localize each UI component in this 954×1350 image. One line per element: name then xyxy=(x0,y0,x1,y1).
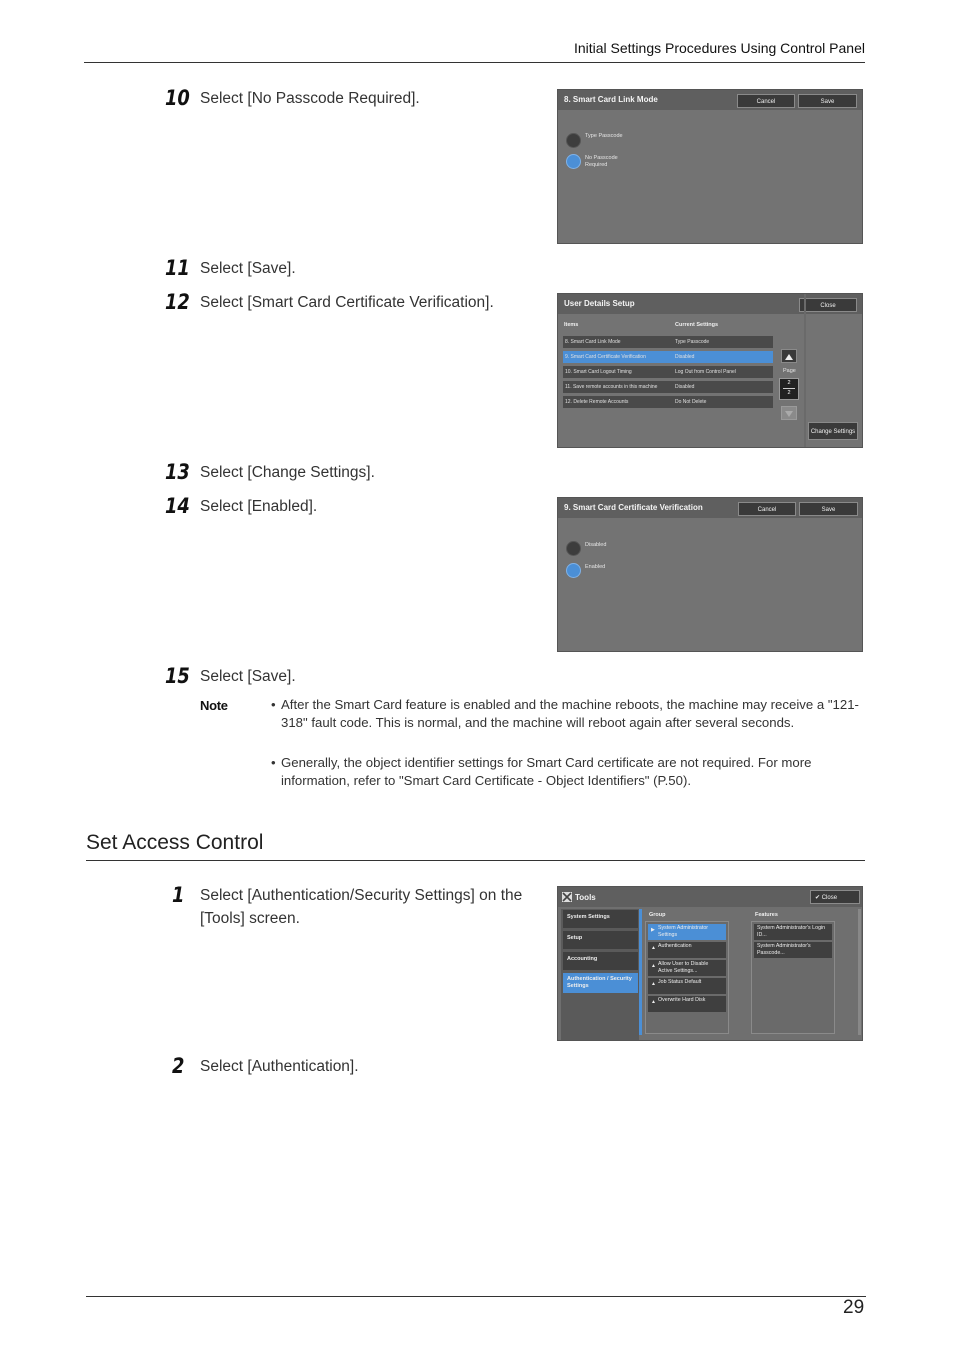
step-text: Select [Authentication/Security Settings] on the [Tools] screen. xyxy=(200,887,523,927)
page-label: Page xyxy=(783,368,796,374)
note-text: After the Smart Card feature is enabled and the machine reboots, the machine may receive a "121-318" fault code. This is normal, and the machine will reboot again after several seconds. xyxy=(281,697,859,730)
bullet-icon: • xyxy=(271,755,276,770)
radio-enabled[interactable] xyxy=(566,563,581,578)
option-label: Enabled xyxy=(585,564,606,570)
note-label: Note xyxy=(200,698,228,713)
radio-type-passcode[interactable] xyxy=(566,133,581,148)
close-button[interactable] xyxy=(810,890,860,904)
section-rule xyxy=(86,860,865,861)
table-row[interactable] xyxy=(563,381,773,393)
check-icon: ✔ xyxy=(815,895,821,901)
page-current: 2 xyxy=(787,380,791,386)
column-header-items: Items xyxy=(564,322,579,328)
page-indicator xyxy=(779,378,799,400)
step-number: 15 xyxy=(165,664,190,688)
group-item-label: Overwrite Hard Disk xyxy=(658,997,706,1003)
step-number: 1 xyxy=(172,883,185,907)
row-value: Log Out from Control Panel xyxy=(675,369,736,375)
step-text: Select [No Passcode Required]. xyxy=(200,90,420,107)
section-title: Set Access Control xyxy=(86,831,264,854)
group-item-allow-user-to-disable[interactable] xyxy=(648,960,726,976)
features-list xyxy=(751,921,835,1034)
page-up-button[interactable] xyxy=(781,349,797,363)
page-number: 29 xyxy=(843,1297,865,1318)
row-item: 9. Smart Card Certificate Verification xyxy=(565,354,646,360)
group-item-system-administrator-settings[interactable] xyxy=(648,924,726,940)
sidebar-item-setup[interactable]: Setup xyxy=(563,931,638,949)
note-item xyxy=(271,754,866,790)
sidebar-item-system-settings[interactable]: System Settings xyxy=(563,910,638,928)
group-item-job-status-default[interactable] xyxy=(648,978,726,994)
table-row[interactable] xyxy=(563,366,773,378)
arrow-up-icon xyxy=(785,354,793,360)
arrow-up-icon: ▲ xyxy=(651,963,656,969)
arrow-up-icon: ▲ xyxy=(651,945,656,951)
screenshot-tools xyxy=(557,886,863,1041)
step-text: Select [Enabled]. xyxy=(200,498,318,515)
bullet-icon: • xyxy=(271,697,276,712)
note-item xyxy=(271,696,866,732)
change-settings-button[interactable]: Change Settings xyxy=(808,422,858,440)
radio-no-passcode-required[interactable] xyxy=(566,154,581,169)
row-value: Disabled xyxy=(675,384,695,390)
group-item-label: Allow User to Disable Active Settings... xyxy=(658,961,709,974)
group-item-label: System Administrator Settings xyxy=(658,925,709,938)
group-item-label: Authentication xyxy=(658,943,692,949)
row-item: 11. Save remote accounts in this machine xyxy=(565,384,658,390)
page-total: 2 xyxy=(787,390,791,396)
table-row[interactable] xyxy=(563,336,773,348)
group-item-overwrite-hard-disk[interactable] xyxy=(648,996,726,1012)
radio-disabled[interactable] xyxy=(566,541,581,556)
cancel-button[interactable]: Cancel xyxy=(737,94,795,108)
step-text: Select [Smart Card Certificate Verification]. xyxy=(200,294,494,311)
save-button[interactable]: Save xyxy=(798,94,857,108)
feature-item-passcode[interactable]: System Administrator's Passcode... xyxy=(754,942,832,958)
arrow-right-icon: ▶ xyxy=(651,927,655,933)
arrow-down-icon xyxy=(785,411,793,417)
option-label: No Passcode Required xyxy=(585,155,618,168)
screen-title: User Details Setup xyxy=(564,299,635,308)
table-row[interactable] xyxy=(563,396,773,408)
cancel-button[interactable]: Cancel xyxy=(738,502,796,516)
selection-indicator xyxy=(639,909,642,1035)
row-item: 12. Delete Remote Accounts xyxy=(565,399,629,405)
step-number: 13 xyxy=(165,460,190,484)
row-item: 10. Smart Card Logout Timing xyxy=(565,369,632,375)
step-number: 2 xyxy=(172,1054,185,1078)
screenshot-smart-card-link-mode xyxy=(557,89,863,244)
step-text: Select [Change Settings]. xyxy=(200,464,375,481)
header-rule xyxy=(84,62,865,63)
sidebar-item-accounting[interactable]: Accounting xyxy=(563,952,638,970)
option-label: Disabled xyxy=(585,542,607,548)
step-text: Select [Authentication]. xyxy=(200,1058,359,1075)
step-number: 12 xyxy=(165,290,190,314)
screen-title: Tools xyxy=(575,893,596,902)
screenshot-user-details-setup xyxy=(557,293,863,448)
screen-title: 8. Smart Card Link Mode xyxy=(564,95,658,104)
running-header: Initial Settings Procedures Using Control Panel xyxy=(573,40,865,56)
screen-title: 9. Smart Card Certificate Verification xyxy=(564,503,703,512)
step-text: Select [Save]. xyxy=(200,260,296,277)
feature-item-login-id[interactable]: System Administrator's Login ID... xyxy=(754,924,832,940)
row-value: Type Passcode xyxy=(675,339,710,345)
table-row-selected[interactable] xyxy=(563,351,773,363)
group-item-authentication[interactable] xyxy=(648,942,726,958)
footer-rule xyxy=(86,1296,866,1297)
group-item-label: Job Status Default xyxy=(658,979,702,985)
page-down-button[interactable] xyxy=(781,406,797,420)
step-text: Select [Save]. xyxy=(200,668,296,685)
row-item: 8. Smart Card Link Mode xyxy=(565,339,621,345)
note-text: Generally, the object identifier settings for Smart Card certificate are not required. For more information, refer to "Smart Card Certificate - Object Identifiers" (P.50). xyxy=(281,755,812,788)
column-header-current-settings: Current Settings xyxy=(675,322,719,328)
step-number: 10 xyxy=(165,86,190,110)
sidebar-item-authentication-security[interactable]: Authentication / Security Settings xyxy=(563,973,638,993)
step-number: 14 xyxy=(165,494,190,518)
divider xyxy=(804,294,806,447)
tools-icon xyxy=(562,892,572,902)
row-value: Do Not Delete xyxy=(675,399,707,405)
features-label: Features xyxy=(755,912,778,918)
arrow-up-icon: ▲ xyxy=(651,981,656,987)
group-label: Group xyxy=(649,912,666,918)
screenshot-certificate-verification xyxy=(557,497,863,652)
option-label: Type Passcode xyxy=(585,133,623,139)
scrollbar[interactable] xyxy=(858,909,861,1035)
close-label: Close xyxy=(821,895,838,901)
arrow-up-icon: ▲ xyxy=(651,999,656,1005)
row-value: Disabled xyxy=(675,354,695,360)
group-list xyxy=(645,921,729,1034)
save-button[interactable]: Save xyxy=(799,502,858,516)
step-number: 11 xyxy=(165,256,190,280)
close-button[interactable]: Close xyxy=(799,298,857,312)
